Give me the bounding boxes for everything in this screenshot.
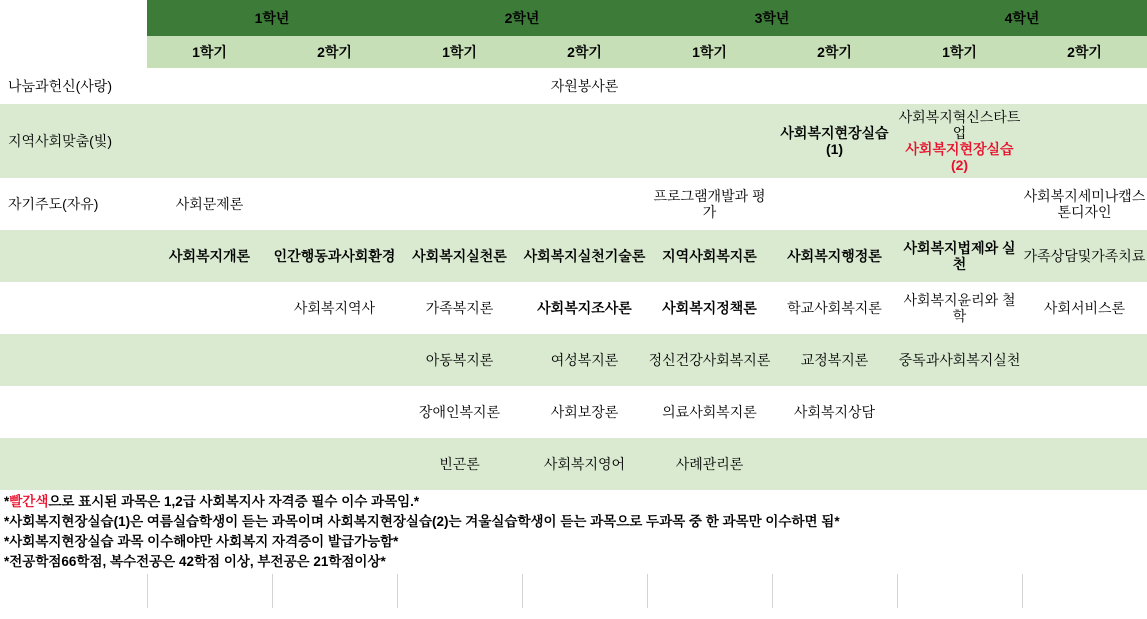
year-header-2: 2학년: [397, 0, 647, 36]
row-category-label: [0, 334, 147, 386]
course-name: 사회복지혁신스타트업: [898, 108, 1021, 141]
course-cell: [147, 438, 272, 490]
semester-header-1-1: 1학기: [147, 36, 272, 68]
course-cell: 사회복지실천기술론: [522, 230, 647, 282]
course-cell: 사회서비스론: [1022, 282, 1147, 334]
year-header-1: 1학년: [147, 0, 397, 36]
table-row: [0, 386, 1147, 438]
note-line: *사회복지현장실습(1)은 여름실습학생이 듣는 과목이며 사회복지현장실습(2)는 겨울실습학생이 듣는 과목으로 두과목 중 한 과목만 이수하면 됨*: [4, 513, 840, 529]
row-category-label: [0, 282, 147, 334]
table-row: [0, 104, 1147, 178]
course-cell: [1022, 386, 1147, 438]
note-line: *빨간색으로 표시된 과목은 1,2급 사회복지사 자격증 필수 이수 과목임.*: [4, 494, 420, 509]
course-cell: 교정복지론: [772, 334, 897, 386]
note-line: *사회복지현장실습 과목 이수해야만 사회복지 자격증이 발급가능함*: [4, 533, 399, 549]
course-cell: 사회복지현장실습(1): [772, 104, 897, 178]
course-cell: 사회복지세미나캡스톤디자인: [1022, 178, 1147, 230]
course-cell: [897, 438, 1022, 490]
course-cell: [1022, 68, 1147, 104]
semester-header-4-2: 2학기: [1022, 36, 1147, 68]
course-cell: 인간행동과사회환경: [272, 230, 397, 282]
course-cell: 사회문제론: [147, 178, 272, 230]
row-category-label: [0, 230, 147, 282]
course-cell: 사회복지법제와 실천: [897, 230, 1022, 282]
course-cell: 사례관리론: [647, 438, 772, 490]
row-category-label: 자기주도(자유): [0, 178, 147, 230]
course-cell: 중독과사회복지실천: [897, 334, 1022, 386]
table-row: [0, 334, 1147, 386]
course-cell: 장애인복지론: [397, 386, 522, 438]
course-cell: 지역사회복지론: [647, 230, 772, 282]
course-cell: [272, 438, 397, 490]
course-cell: [147, 68, 272, 104]
note-line: *전공학점66학점, 복수전공은 42학점 이상, 부전공은 21학점이상*: [4, 553, 386, 569]
table-row: [0, 178, 1147, 230]
course-cell: 사회복지행정론: [772, 230, 897, 282]
row-category-label: 지역사회맞춤(빛): [0, 104, 147, 178]
row-category-label: 나눔과헌신(사랑): [0, 68, 147, 104]
course-cell: [647, 68, 772, 104]
course-cell: 아동복지론: [397, 334, 522, 386]
footer-grid-lines: [0, 574, 1147, 608]
course-cell: [272, 104, 397, 178]
course-cell: [522, 178, 647, 230]
year-header-4: 4학년: [897, 0, 1147, 36]
table-row: [0, 438, 1147, 490]
course-cell: 여성복지론: [522, 334, 647, 386]
curriculum-body: [0, 68, 1147, 490]
course-cell: [272, 68, 397, 104]
course-cell: [272, 386, 397, 438]
semester-header-2-1: 1학기: [397, 36, 522, 68]
course-cell: [147, 334, 272, 386]
course-cell: 사회보장론: [522, 386, 647, 438]
course-cell: 사회복지영어: [522, 438, 647, 490]
semester-header-3-2: 2학기: [772, 36, 897, 68]
course-cell: [147, 386, 272, 438]
year-header-3: 3학년: [647, 0, 897, 36]
course-cell: [772, 178, 897, 230]
table-row: [0, 282, 1147, 334]
course-cell: [1022, 438, 1147, 490]
row-category-label: [0, 438, 147, 490]
course-cell: [897, 104, 1022, 178]
course-cell: 자원봉사론: [522, 68, 647, 104]
course-cell: 학교사회복지론: [772, 282, 897, 334]
course-cell: 사회복지상담: [772, 386, 897, 438]
semester-header-row: [0, 36, 1147, 68]
course-cell: [272, 178, 397, 230]
semester-header-1-2: 2학기: [272, 36, 397, 68]
course-cell: [772, 438, 897, 490]
course-cell: 사회복지역사: [272, 282, 397, 334]
row-category-label: [0, 386, 147, 438]
course-cell: [647, 104, 772, 178]
course-cell: [1022, 334, 1147, 386]
course-cell: 정신건강사회복지론: [647, 334, 772, 386]
header-corner-cell: [0, 0, 147, 36]
course-cell: 가족복지론: [397, 282, 522, 334]
course-cell: [397, 178, 522, 230]
course-cell: 사회복지정책론: [647, 282, 772, 334]
course-cell: [272, 334, 397, 386]
semester-header-4-1: 1학기: [897, 36, 1022, 68]
course-cell: [147, 282, 272, 334]
course-cell: 의료사회복지론: [647, 386, 772, 438]
course-cell: [147, 104, 272, 178]
course-name: 사회복지현장실습(2): [905, 141, 1014, 174]
notes-block: [0, 490, 1147, 572]
semester-header-2-2: 2학기: [522, 36, 647, 68]
course-cell: [897, 178, 1022, 230]
course-cell: [522, 104, 647, 178]
semester-corner-cell: [0, 36, 147, 68]
year-header-row: [0, 0, 1147, 36]
course-cell: 사회복지조사론: [522, 282, 647, 334]
table-row: [0, 68, 1147, 104]
course-cell: [897, 386, 1022, 438]
course-cell: 사회복지윤리와 철학: [897, 282, 1022, 334]
course-cell: 사회복지개론: [147, 230, 272, 282]
table-row: [0, 230, 1147, 282]
course-cell: 사회복지실천론: [397, 230, 522, 282]
course-cell: [1022, 104, 1147, 178]
course-cell: [897, 68, 1022, 104]
course-cell: [397, 104, 522, 178]
semester-header-3-1: 1학기: [647, 36, 772, 68]
course-cell: [397, 68, 522, 104]
course-cell: [772, 68, 897, 104]
course-cell: 가족상담및가족치료: [1022, 230, 1147, 282]
note-highlight: 빨간색: [9, 494, 49, 509]
course-cell: 빈곤론: [397, 438, 522, 490]
course-cell: 프로그램개발과 평가: [647, 178, 772, 230]
